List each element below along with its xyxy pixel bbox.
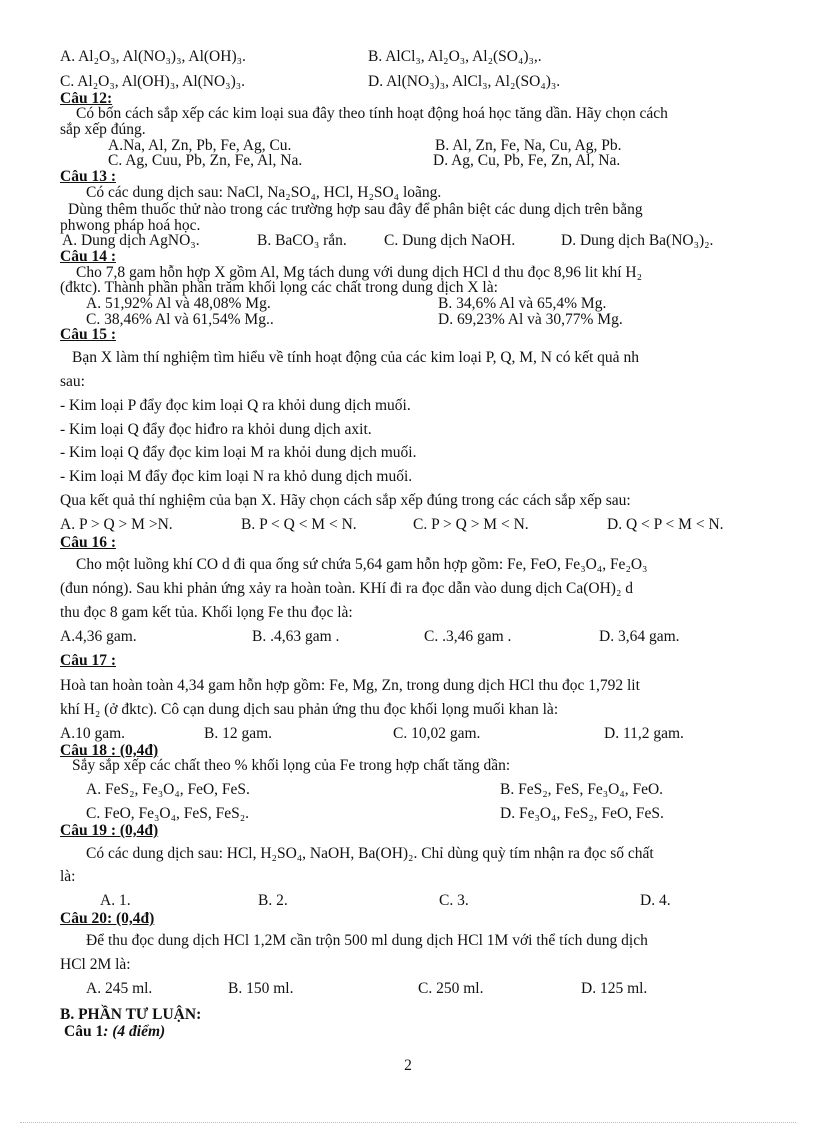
- q15-fact-3: - Kim loại Q đẩy đọc kim loại M ra khỏi dung dịch muối.: [60, 444, 417, 461]
- q20-heading: Câu 20: (0,4đ): [60, 910, 155, 927]
- q17-option-b: B. 12 gam.: [204, 725, 273, 742]
- q13-text-2: Dùng thêm thuốc thử nào trong các trường hợp sau đây để phân biệt các dung dịch trên bằng: [68, 201, 643, 218]
- q12-option-c: C. Ag, Cuu, Pb, Zn, Fe, Al, Na.: [108, 152, 303, 169]
- q19-text-2: là:: [60, 868, 76, 885]
- q17-option-c: C. 10,02 gam.: [393, 725, 481, 742]
- q19-option-b: B. 2.: [258, 892, 288, 909]
- q17-text-2: khí H₂ (ở đktc). Cô cạn dung dịch sau phản ứng thu đọc khối lọng muối khan là:: [60, 701, 559, 718]
- essay-q1-points: : (4 điểm): [103, 1023, 166, 1040]
- q16-option-b: B. .4,63 gam .: [252, 628, 340, 645]
- q11-option-d: D. Al(NO₃)₃, AlCl₃, Al₂(SO₄)₃.: [368, 73, 561, 90]
- q18-option-c: C. FeO, Fe₃O₄, FeS, FeS₂.: [86, 805, 250, 822]
- q15-fact-1: - Kim loại P đẩy đọc kim loại Q ra khỏi dung dịch muối.: [60, 397, 411, 414]
- q13-option-c: C. Dung dịch NaOH.: [384, 232, 516, 249]
- q12-heading: Câu 12:: [60, 90, 113, 107]
- q17-heading: Câu 17 :: [60, 652, 116, 669]
- q14-option-b: B. 34,6% Al và 65,4% Mg.: [438, 295, 607, 312]
- q13-option-d: D. Dung dịch Ba(NO₃)₂.: [561, 232, 714, 249]
- q15-option-a: A. P > Q > M >N.: [60, 516, 173, 533]
- essay-q1-label: Câu 1: [64, 1023, 104, 1040]
- q15-text-3: Qua kết quả thí nghiệm của bạn X. Hãy chọn cách sắp xếp đúng trong các cách sắp xếp sau:: [60, 492, 631, 509]
- q19-option-a: A. 1.: [100, 892, 131, 909]
- essay-section-heading: B. PHẦN TƯ LUẬN:: [60, 1006, 202, 1023]
- q17-option-d: D. 11,2 gam.: [604, 725, 684, 742]
- q15-option-b: B. P < Q < M < N.: [241, 516, 357, 533]
- q12-option-b: B. Al, Zn, Fe, Na, Cu, Ag, Pb.: [435, 137, 622, 154]
- q20-text-2: HCl 2M là:: [60, 956, 131, 973]
- q11-option-a: A. Al₂O₃, Al(NO₃)₃, Al(OH)₃.: [60, 48, 246, 65]
- q13-text-3: phwong pháp hoá học.: [60, 217, 201, 234]
- q20-option-a: A. 245 ml.: [86, 980, 153, 997]
- q17-option-a: A.10 gam.: [60, 725, 126, 742]
- q14-option-d: D. 69,23% Al và 30,77% Mg.: [438, 311, 623, 328]
- q19-option-d: D. 4.: [640, 892, 671, 909]
- q19-text-1: Có các dung dịch sau: HCl, H₂SO₄, NaOH, Ba(OH)₂. Chỉ dùng quỳ tím nhận ra đọc số chất: [86, 845, 654, 862]
- q15-option-c: C. P > Q > M < N.: [413, 516, 529, 533]
- q20-option-c: C. 250 ml.: [418, 980, 484, 997]
- q12-text-1: Có bốn cách sắp xếp các kim loại sua đây theo tính hoạt động hoá học tăng dần. Hãy chọn cách: [76, 105, 668, 122]
- q14-option-c: C. 38,46% Al và 61,54% Mg..: [86, 311, 274, 328]
- q16-text-2: (đun nóng). Sau khi phản ứng xảy ra hoàn toàn. KHí đi ra đọc dẫn vào dung dịch Ca(OH)₂ d: [60, 580, 633, 597]
- q15-fact-2: - Kim loại Q đẩy đọc hiđro ra khỏi dung dịch axit.: [60, 421, 372, 438]
- q14-text-2: (đktc). Thành phần phần trăm khối lọng các chất trong dung dịch X là:: [60, 279, 498, 296]
- q19-heading: Câu 19 : (0,4đ): [60, 822, 159, 839]
- q15-text-2: sau:: [60, 373, 85, 390]
- q15-fact-4: - Kim loại M đẩy đọc kim loại N ra khỏ dung dịch muối.: [60, 468, 413, 485]
- q11-option-c: C. Al₂O₃, Al(OH)₃, Al(NO₃)₃.: [60, 73, 246, 90]
- q12-option-d: D. Ag, Cu, Pb, Fe, Zn, Al, Na.: [433, 152, 621, 169]
- essay-question-1: [64, 1023, 165, 1041]
- q14-option-a: A. 51,92% Al và 48,08% Mg.: [86, 295, 271, 312]
- q16-text-3: thu đọc 8 gam kết tủa. Khối lọng Fe thu đọc là:: [60, 604, 353, 621]
- page-number: 2: [404, 1057, 412, 1074]
- q18-option-b: B. FeS₂, FeS, Fe₃O₄, FeO.: [500, 781, 664, 798]
- q16-option-c: C. .3,46 gam .: [424, 628, 512, 645]
- q12-text-2: sắp xếp đúng.: [60, 121, 146, 138]
- q14-text-1: Cho 7,8 gam hỗn hợp X gồm Al, Mg tách dung với dung dịch HCl d thu đọc 8,96 lit khí H₂: [76, 264, 642, 281]
- q17-text-1: Hoà tan hoàn toàn 4,34 gam hỗn hợp gồm: Fe, Mg, Zn, trong dung dịch HCl thu đọc 1,792 lit: [60, 677, 640, 694]
- q15-text-1: Bạn X làm thí nghiệm tìm hiểu về tính hoạt động của các kim loại P, Q, M, N có kết quả nh: [72, 349, 639, 366]
- q18-text-1: Sắy sắp xếp các chất theo % khối lọng của Fe trong hợp chất tăng dần:: [72, 757, 511, 774]
- q16-option-a: A.4,36 gam.: [60, 628, 137, 645]
- q16-text-1: Cho một luồng khí CO d đi qua ống sứ chứa 5,64 gam hỗn hợp gồm: Fe, FeO, Fe₃O₄, Fe₂O₃: [76, 556, 648, 573]
- q18-option-a: A. FeS₂, Fe₃O₄, FeO, FeS.: [86, 781, 250, 798]
- q15-heading: Câu 15 :: [60, 326, 116, 343]
- q13-option-a: A. Dung dịch AgNO₃.: [62, 232, 200, 249]
- q13-text-1: Có các dung dịch sau: NaCl, Na₂SO₄, HCl, H₂SO₄ loãng.: [86, 184, 442, 201]
- q15-option-d: D. Q < P < M < N.: [607, 516, 724, 533]
- q18-option-d: D. Fe₃O₄, FeS₂, FeO, FeS.: [500, 805, 664, 822]
- q18-heading: Câu 18 : (0,4đ): [60, 742, 159, 759]
- q16-option-d: D. 3,64 gam.: [599, 628, 680, 645]
- q11-option-b: B. AlCl₃, Al₂O₃, Al₂(SO₄)₃,.: [368, 48, 542, 65]
- q13-heading: Câu 13 :: [60, 168, 116, 185]
- q20-option-b: B. 150 ml.: [228, 980, 294, 997]
- q19-option-c: C. 3.: [439, 892, 469, 909]
- q20-text-1: Để thu đọc dung dịch HCl 1,2M cần trộn 500 ml dung dịch HCl 1M với thể tích dung dịch: [86, 932, 648, 949]
- q16-heading: Câu 16 :: [60, 534, 116, 551]
- q12-option-a: A.Na, Al, Zn, Pb, Fe, Ag, Cu.: [108, 137, 292, 154]
- q13-option-b: B. BaCO₃ rắn.: [257, 232, 347, 249]
- q20-option-d: D. 125 ml.: [581, 980, 648, 997]
- q14-heading: Câu 14 :: [60, 248, 116, 265]
